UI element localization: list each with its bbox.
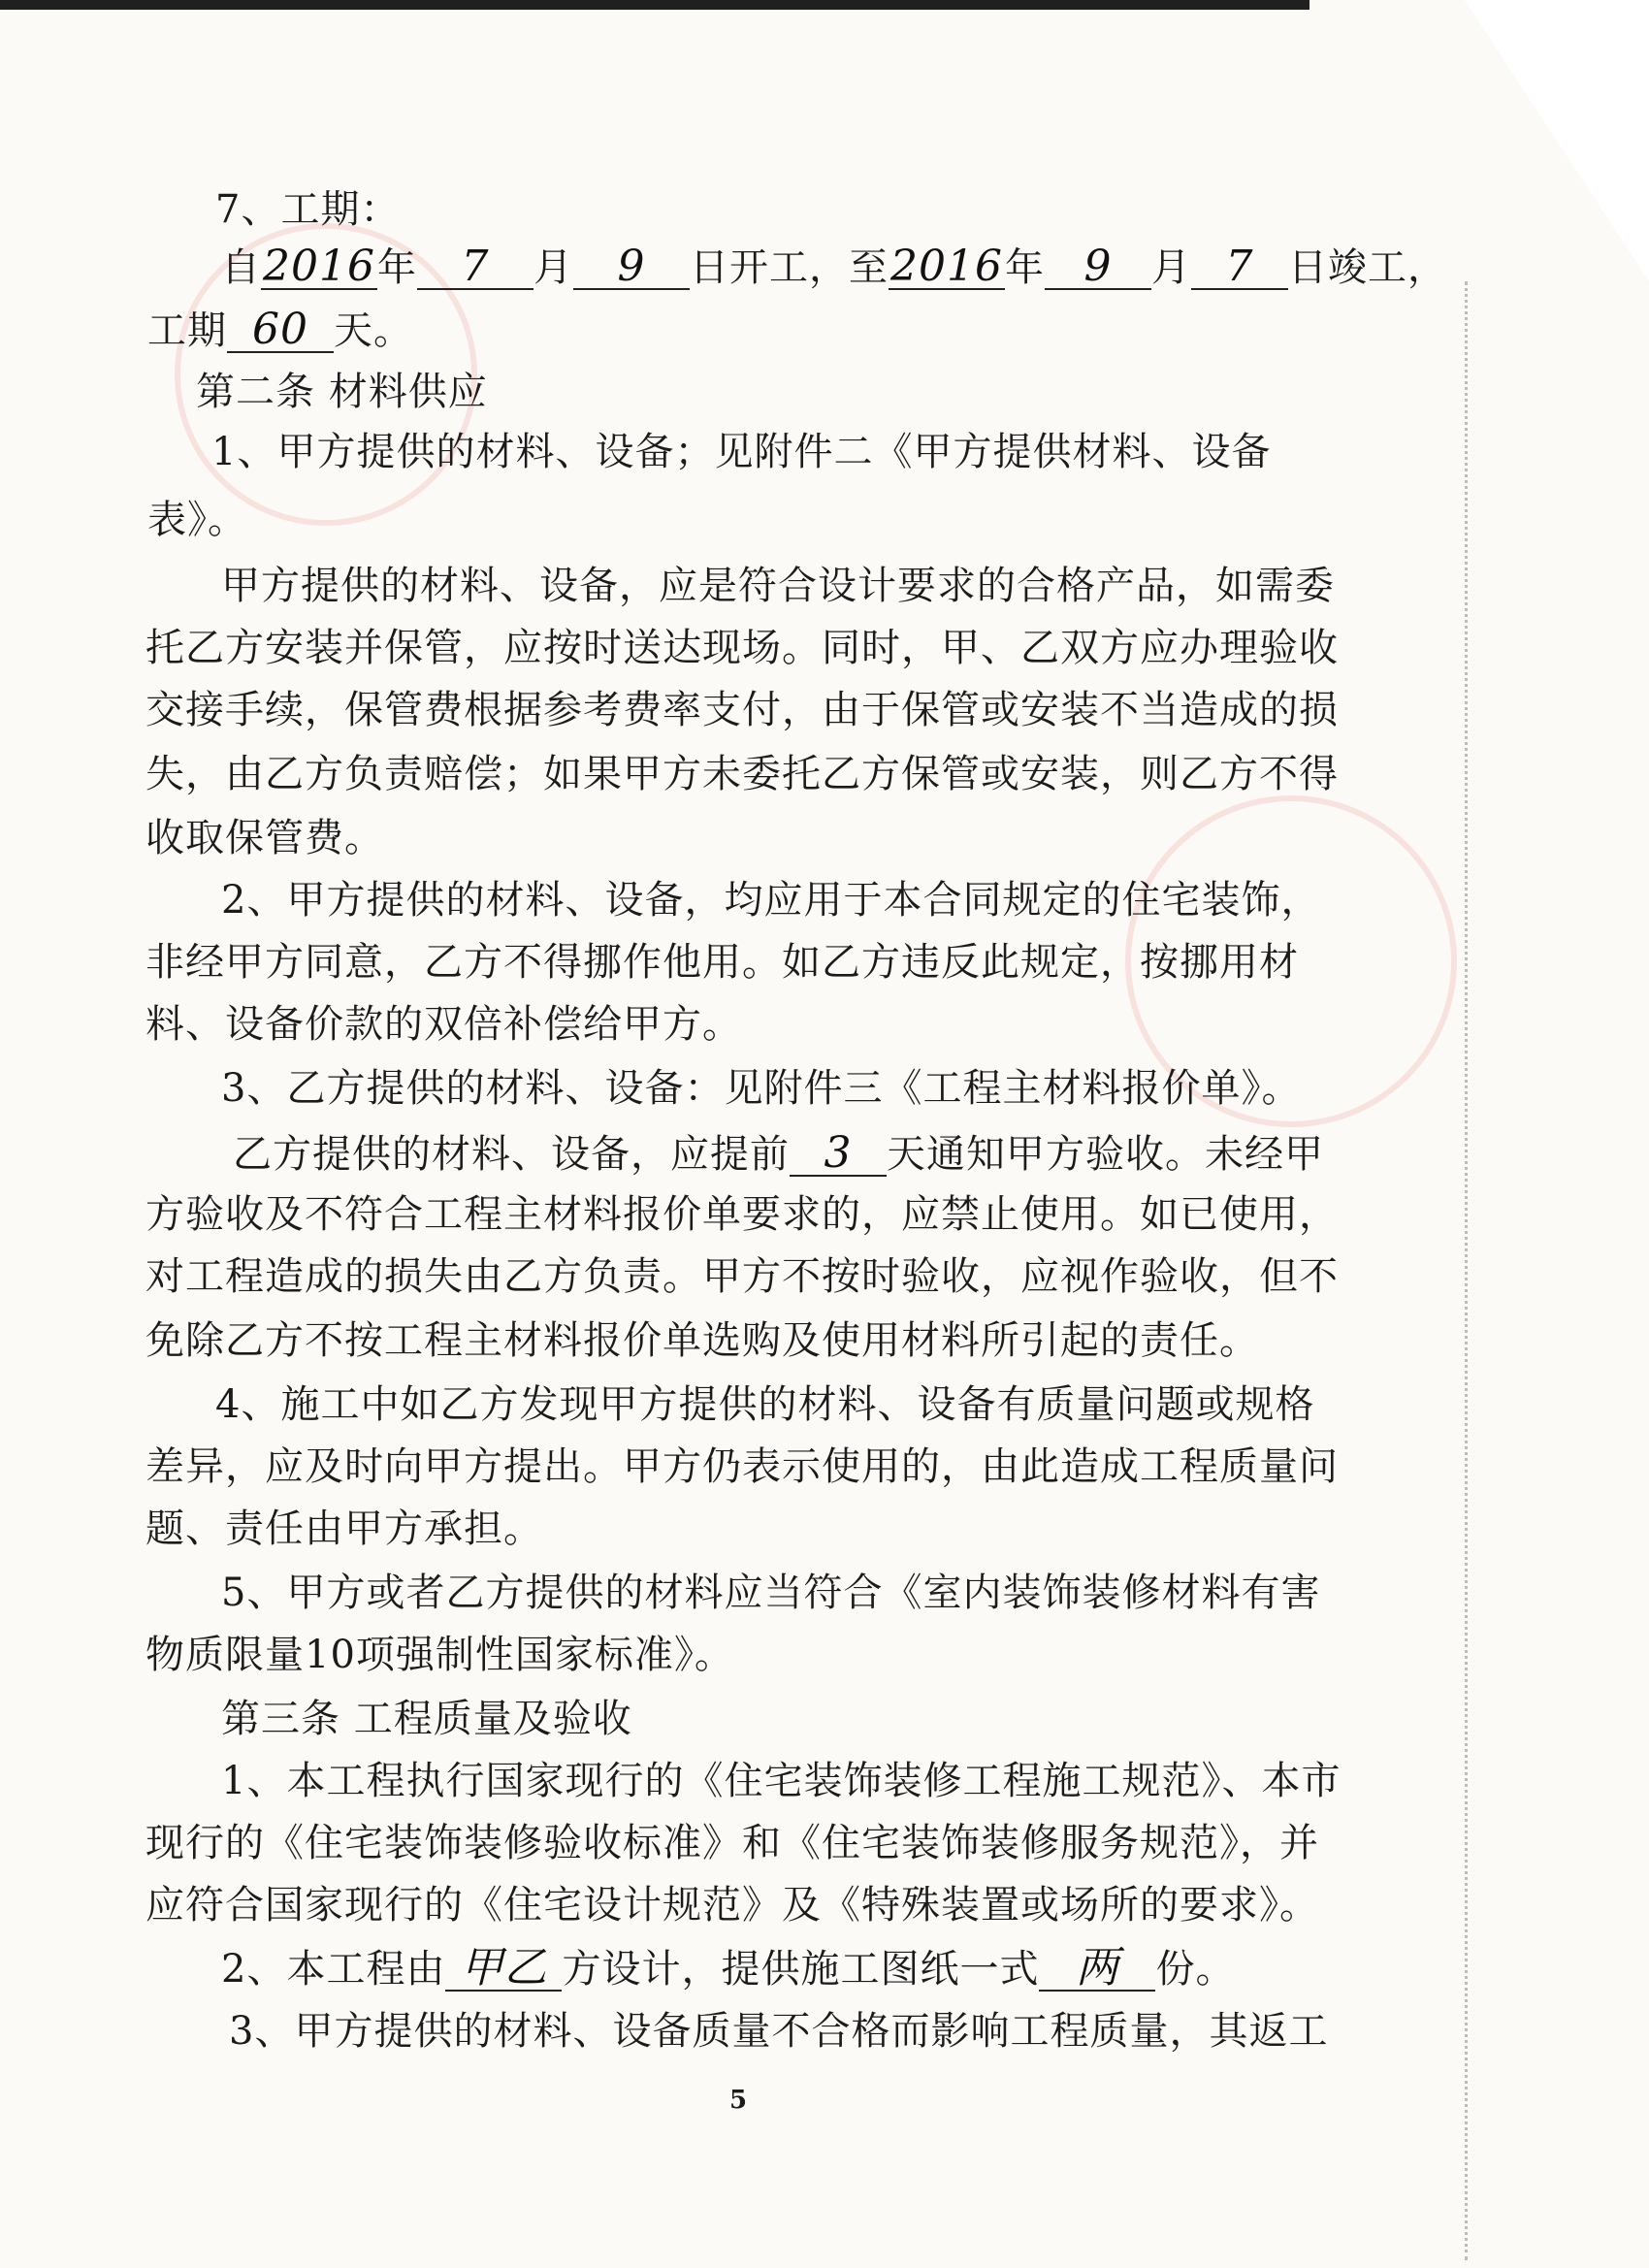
text-line-11: 收取保管费。 (146, 816, 384, 860)
handwritten-design-party: 甲乙 (445, 1947, 562, 1992)
text-line-1: 7、工期： (215, 187, 401, 232)
page-number: 5 (729, 2086, 748, 2115)
text-line-7: 甲方提供的材料、设备，应是符合设计要求的合格产品，如需委 (221, 564, 1335, 608)
text-line-30: 3、甲方提供的材料、设备质量不合格而影响工程质量，其返工 (229, 2009, 1329, 2054)
text-line-21: 差异，应及时向甲方提出。甲方仍表示使用的，由此造成工程质量问 (146, 1444, 1339, 1489)
text-line-2: 自2016年 7 月 9 日开工，至2016年 9 月 7 日竣工， (221, 242, 1447, 291)
handwritten-notice-days: 3 (790, 1132, 887, 1177)
text-line-5: 1、甲方提供的材料、设备；见附件二《甲方提供材料、设备 (211, 430, 1272, 474)
text-line-17: 方验收及不符合工程主材料报价单要求的，应禁止使用。如已使用， (146, 1192, 1339, 1237)
text-line-16: 乙方提供的材料、设备，应提前 3 天通知甲方验收。未经甲 (233, 1128, 1324, 1178)
text-line-24: 物质限量10项强制性国家标准》。 (146, 1633, 734, 1677)
handwritten-duration: 60 (227, 308, 334, 353)
section-heading-2: 第二条 材料供应 (196, 370, 488, 414)
text-line-29: 2、本工程由 甲乙 方设计，提供施工图纸一式 两 份。 (221, 1943, 1236, 1993)
handwritten-start-day: 9 (573, 245, 690, 290)
text-line-20: 4、施工中如乙方发现甲方提供的材料、设备有质量问题或规格 (215, 1382, 1315, 1427)
text-line-15: 3、乙方提供的材料、设备：见附件三《工程主材料报价单》。 (221, 1066, 1302, 1111)
text-line-28: 应符合国家现行的《住宅设计规范》及《特殊装置或场所的要求》。 (146, 1883, 1319, 1928)
scan-edge (0, 0, 1310, 10)
section-heading-3: 第三条 工程质量及验收 (221, 1697, 632, 1741)
handwritten-start-month: 7 (417, 245, 534, 290)
text-line-8: 托乙方安装并保管，应按时送达现场。同时，甲、乙双方应办理验收 (146, 626, 1339, 670)
handwritten-drawing-copies: 两 (1039, 1947, 1155, 1992)
handwritten-end-day: 7 (1191, 245, 1288, 290)
text-line-14: 料、设备价款的双倍补偿给甲方。 (146, 1002, 742, 1047)
perforation-edge (1465, 281, 1479, 2260)
text-line-3: 工期 60 天。 (147, 305, 413, 354)
folded-corner (1465, 0, 1649, 281)
text-line-22: 题、责任由甲方承担。 (146, 1507, 543, 1551)
text-line-27: 现行的《住宅装饰装修验收标准》和《住宅装饰装修服务规范》，并 (146, 1821, 1319, 1865)
handwritten-start-year: 2016 (261, 245, 377, 290)
text-line-19: 免除乙方不按工程主材料报价单选购及使用材料所引起的责任。 (146, 1318, 1259, 1363)
handwritten-end-year: 2016 (889, 245, 1005, 290)
text-line-13: 非经甲方同意，乙方不得挪作他用。如乙方违反此规定，按挪用材 (146, 940, 1299, 985)
text-line-10: 失，由乙方负责赔偿；如果甲方未委托乙方保管或安装，则乙方不得 (146, 752, 1339, 796)
text-line-26: 1、本工程执行国家现行的《住宅装饰装修工程施工规范》、本市 (221, 1759, 1342, 1803)
handwritten-end-month: 9 (1045, 245, 1151, 290)
text-line-12: 2、甲方提供的材料、设备，均应用于本合同规定的住宅装饰， (221, 878, 1321, 923)
text-line-6: 表》。 (147, 498, 247, 542)
text-line-23: 5、甲方或者乙方提供的材料应当符合《室内装饰装修材料有害 (221, 1571, 1321, 1615)
text-line-9: 交接手续，保管费根据参考费率支付，由于保管或安装不当造成的损 (146, 688, 1339, 732)
text-line-18: 对工程造成的损失由乙方负责。甲方不按时验收，应视作验收，但不 (146, 1254, 1339, 1299)
